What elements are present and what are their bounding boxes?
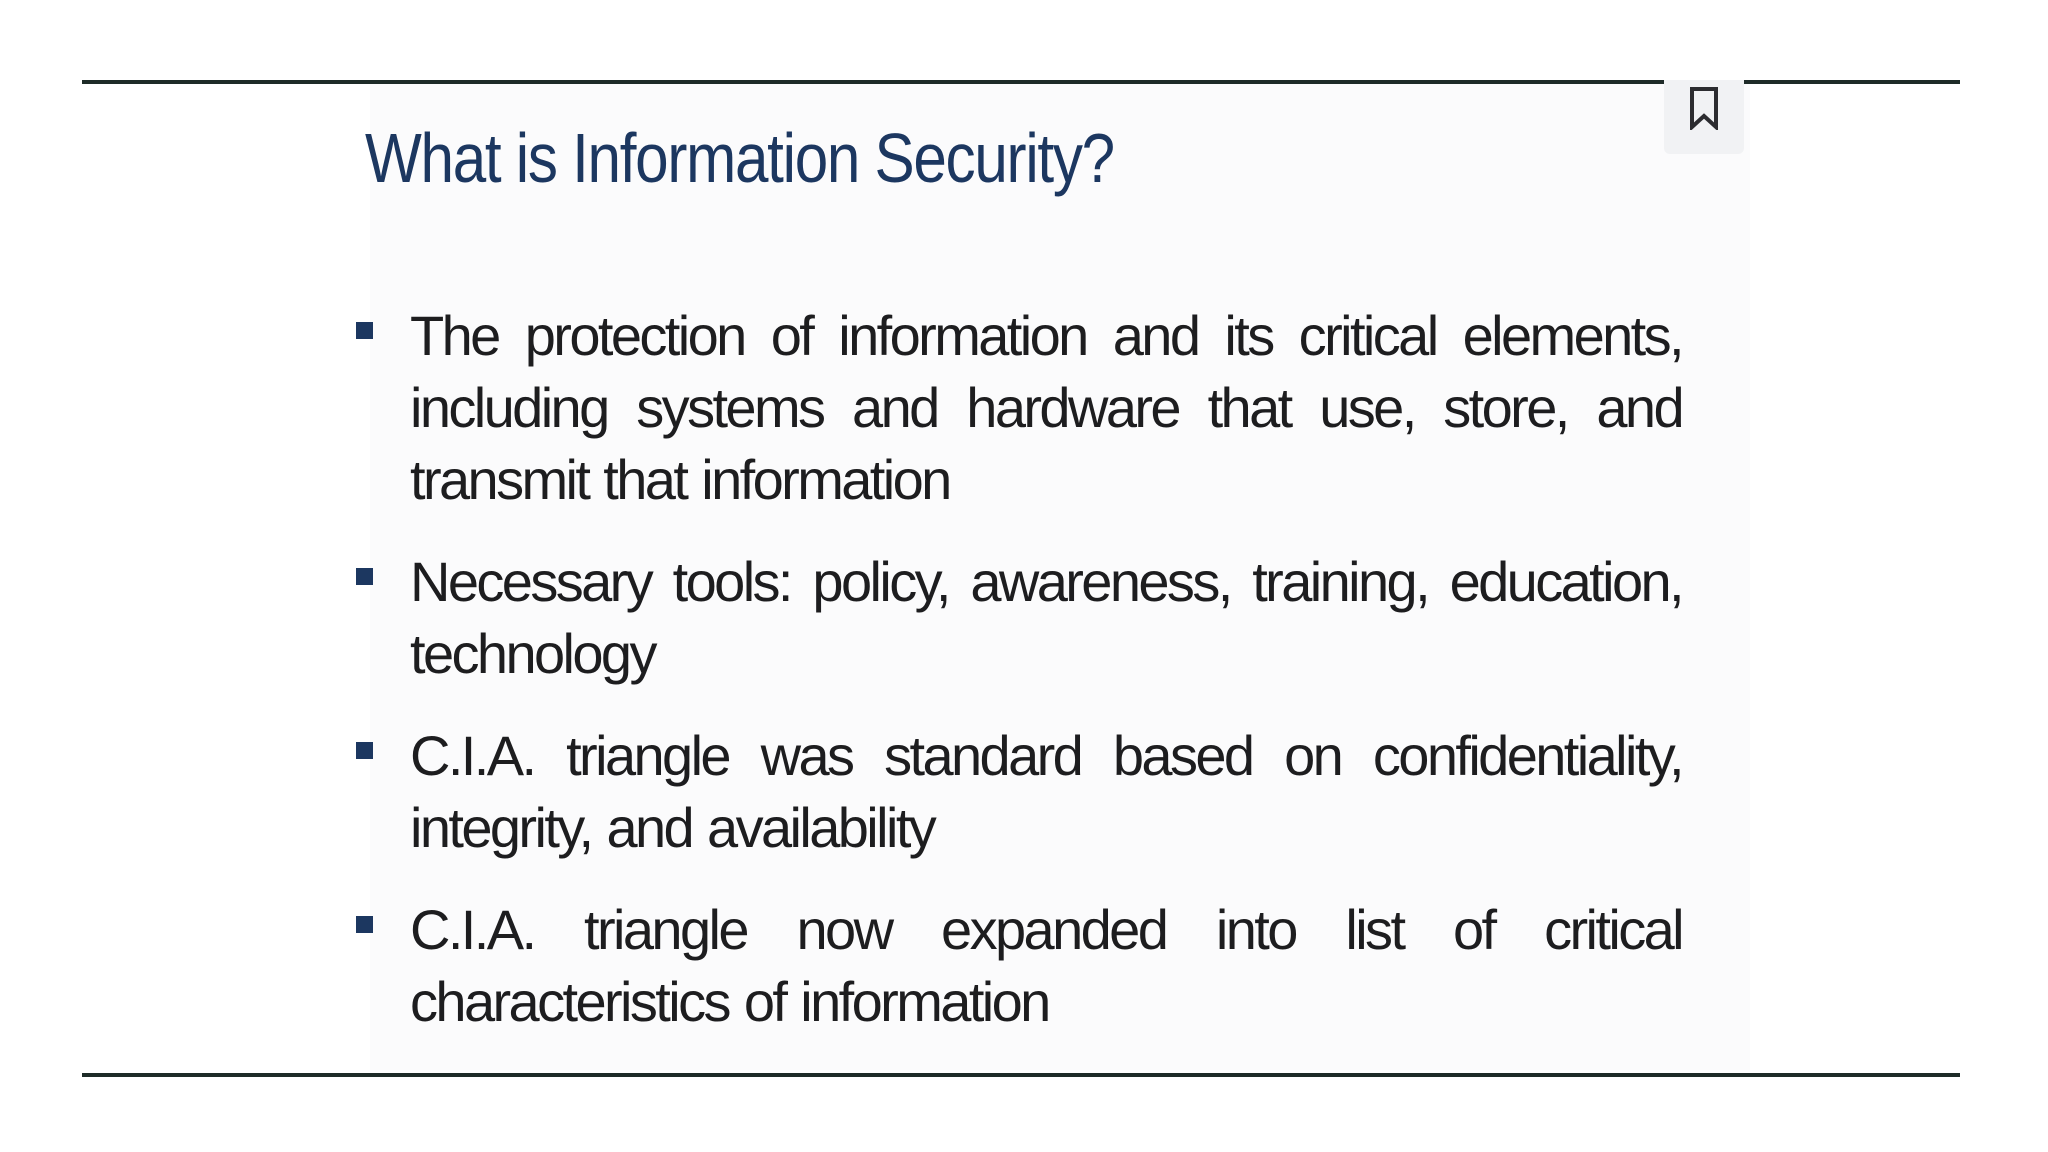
list-item <box>356 300 1682 516</box>
bullet-text: The protection of information and its critical elements, including systems and hardware that use, store, and transmit that information <box>410 304 1682 511</box>
bullet-list <box>356 300 1682 1068</box>
bookmark-icon <box>1686 86 1722 130</box>
list-item <box>356 894 1682 1038</box>
bookmark-button[interactable] <box>1664 80 1744 154</box>
bullet-text: Necessary tools: policy, awareness, training, education, technology <box>410 550 1682 685</box>
bullet-marker <box>356 322 373 339</box>
list-item <box>356 546 1682 690</box>
list-item <box>356 720 1682 864</box>
bullet-marker <box>356 568 373 585</box>
bottom-divider <box>82 1073 1960 1077</box>
bullet-text: C.I.A. triangle was standard based on confidentiality, integrity, and availability <box>410 724 1682 859</box>
bullet-marker <box>356 742 373 759</box>
slide-title: What is Information Security? <box>365 119 1114 197</box>
bullet-marker <box>356 916 373 933</box>
bullet-text: C.I.A. triangle now expanded into list of critical characteristics of information <box>410 898 1682 1033</box>
